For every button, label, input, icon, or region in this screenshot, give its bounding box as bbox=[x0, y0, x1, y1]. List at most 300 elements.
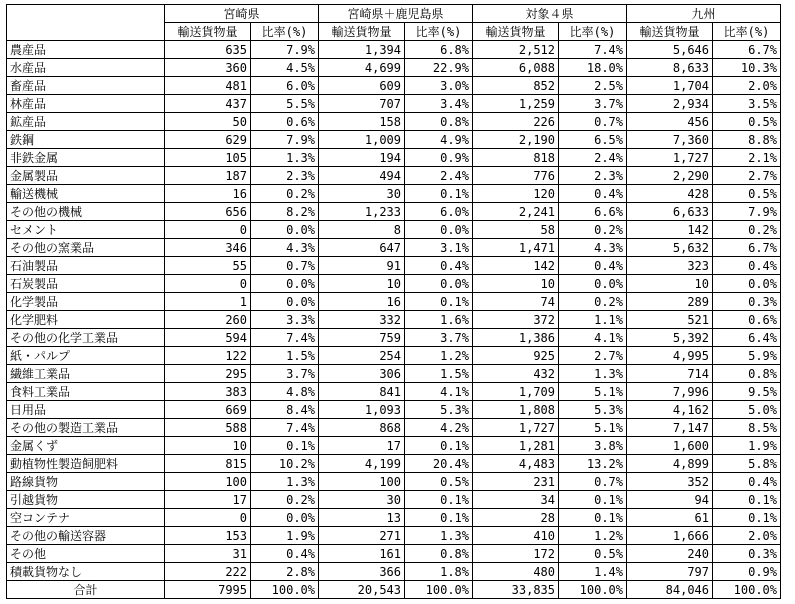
row-label: 繊維工業品 bbox=[7, 365, 165, 383]
table-row bbox=[7, 203, 781, 221]
ratio-cell: 10.3% bbox=[713, 59, 781, 77]
ratio-cell: 0.7% bbox=[559, 473, 627, 491]
volume-cell: 776 bbox=[473, 167, 559, 185]
ratio-header: 比率(%) bbox=[559, 23, 627, 41]
ratio-cell: 3.7% bbox=[405, 329, 473, 347]
volume-cell: 815 bbox=[165, 455, 251, 473]
volume-cell: 172 bbox=[473, 545, 559, 563]
ratio-cell: 0.5% bbox=[559, 545, 627, 563]
volume-cell: 16 bbox=[165, 185, 251, 203]
ratio-cell: 0.5% bbox=[713, 113, 781, 131]
group-header-row bbox=[7, 5, 781, 23]
ratio-cell: 3.5% bbox=[713, 95, 781, 113]
volume-cell: 383 bbox=[165, 383, 251, 401]
row-label: 鉄鋼 bbox=[7, 131, 165, 149]
volume-cell: 142 bbox=[627, 221, 713, 239]
ratio-cell: 0.0% bbox=[559, 275, 627, 293]
volume-cell: 456 bbox=[627, 113, 713, 131]
ratio-cell: 1.4% bbox=[559, 563, 627, 581]
volume-cell: 153 bbox=[165, 527, 251, 545]
volume-cell: 352 bbox=[627, 473, 713, 491]
ratio-cell: 0.7% bbox=[559, 113, 627, 131]
volume-cell: 1,281 bbox=[473, 437, 559, 455]
ratio-cell: 7.9% bbox=[251, 131, 319, 149]
ratio-cell: 13.2% bbox=[559, 455, 627, 473]
ratio-cell: 0.1% bbox=[405, 293, 473, 311]
volume-cell: 142 bbox=[473, 257, 559, 275]
ratio-cell: 6.5% bbox=[559, 131, 627, 149]
table-row bbox=[7, 113, 781, 131]
ratio-cell: 0.1% bbox=[405, 437, 473, 455]
ratio-header: 比率(%) bbox=[405, 23, 473, 41]
total-label: 合計 bbox=[7, 581, 165, 599]
ratio-cell: 0.0% bbox=[251, 293, 319, 311]
ratio-cell: 0.9% bbox=[405, 149, 473, 167]
row-label: 積載貨物なし bbox=[7, 563, 165, 581]
ratio-cell: 0.2% bbox=[713, 221, 781, 239]
table-row bbox=[7, 383, 781, 401]
ratio-cell: 20.4% bbox=[405, 455, 473, 473]
ratio-cell: 6.0% bbox=[405, 203, 473, 221]
volume-cell: 10 bbox=[165, 437, 251, 455]
group-header-four-prefectures: 対象４県 bbox=[473, 5, 627, 23]
ratio-cell: 6.4% bbox=[713, 329, 781, 347]
volume-cell: 2,241 bbox=[473, 203, 559, 221]
volume-cell: 16 bbox=[319, 293, 405, 311]
volume-cell: 94 bbox=[627, 491, 713, 509]
ratio-cell: 0.6% bbox=[713, 311, 781, 329]
ratio-cell: 5.3% bbox=[405, 401, 473, 419]
ratio-cell: 0.2% bbox=[559, 293, 627, 311]
ratio-cell: 0.0% bbox=[405, 275, 473, 293]
ratio-cell: 0.0% bbox=[251, 509, 319, 527]
ratio-cell: 2.7% bbox=[713, 167, 781, 185]
ratio-cell: 0.3% bbox=[713, 293, 781, 311]
volume-cell: 61 bbox=[627, 509, 713, 527]
ratio-cell: 7.9% bbox=[713, 203, 781, 221]
volume-cell: 818 bbox=[473, 149, 559, 167]
volume-cell: 240 bbox=[627, 545, 713, 563]
volume-cell: 759 bbox=[319, 329, 405, 347]
row-label-header bbox=[7, 5, 165, 41]
table-row bbox=[7, 545, 781, 563]
ratio-cell: 4.9% bbox=[405, 131, 473, 149]
table-row bbox=[7, 365, 781, 383]
table-row bbox=[7, 455, 781, 473]
table-row bbox=[7, 437, 781, 455]
ratio-cell: 10.2% bbox=[251, 455, 319, 473]
table-row bbox=[7, 491, 781, 509]
volume-cell: 74 bbox=[473, 293, 559, 311]
ratio-cell: 7.4% bbox=[251, 419, 319, 437]
volume-cell: 1,233 bbox=[319, 203, 405, 221]
volume-cell: 28 bbox=[473, 509, 559, 527]
ratio-cell: 0.4% bbox=[713, 257, 781, 275]
volume-cell: 1 bbox=[165, 293, 251, 311]
ratio-cell: 1.3% bbox=[251, 149, 319, 167]
ratio-cell: 8.2% bbox=[251, 203, 319, 221]
row-label: その他の機械 bbox=[7, 203, 165, 221]
table-row bbox=[7, 167, 781, 185]
table-row bbox=[7, 41, 781, 59]
volume-cell: 635 bbox=[165, 41, 251, 59]
volume-cell: 841 bbox=[319, 383, 405, 401]
volume-cell: 332 bbox=[319, 311, 405, 329]
ratio-cell: 0.2% bbox=[251, 185, 319, 203]
volume-cell: 852 bbox=[473, 77, 559, 95]
ratio-cell: 0.0% bbox=[405, 221, 473, 239]
ratio-cell: 0.8% bbox=[405, 545, 473, 563]
volume-cell: 260 bbox=[165, 311, 251, 329]
volume-cell: 372 bbox=[473, 311, 559, 329]
table-body bbox=[7, 41, 781, 599]
ratio-cell: 1.5% bbox=[251, 347, 319, 365]
table-row bbox=[7, 293, 781, 311]
group-header-miyazaki: 宮崎県 bbox=[165, 5, 319, 23]
volume-cell: 1,386 bbox=[473, 329, 559, 347]
ratio-cell: 6.0% bbox=[251, 77, 319, 95]
ratio-cell: 4.5% bbox=[251, 59, 319, 77]
volume-cell: 231 bbox=[473, 473, 559, 491]
ratio-cell: 5.9% bbox=[713, 347, 781, 365]
volume-cell: 187 bbox=[165, 167, 251, 185]
row-label: 引越貨物 bbox=[7, 491, 165, 509]
ratio-cell: 2.4% bbox=[559, 149, 627, 167]
row-label: 水産品 bbox=[7, 59, 165, 77]
volume-cell: 100 bbox=[165, 473, 251, 491]
volume-cell: 1,600 bbox=[627, 437, 713, 455]
volume-cell: 1,727 bbox=[627, 149, 713, 167]
volume-cell: 5,392 bbox=[627, 329, 713, 347]
volume-cell: 4,699 bbox=[319, 59, 405, 77]
volume-cell: 8,633 bbox=[627, 59, 713, 77]
ratio-cell: 1.9% bbox=[251, 527, 319, 545]
volume-cell: 1,704 bbox=[627, 77, 713, 95]
volume-cell: 346 bbox=[165, 239, 251, 257]
volume-cell: 480 bbox=[473, 563, 559, 581]
ratio-cell: 5.1% bbox=[559, 419, 627, 437]
volume-cell: 4,162 bbox=[627, 401, 713, 419]
ratio-cell: 0.5% bbox=[405, 473, 473, 491]
ratio-cell: 6.6% bbox=[559, 203, 627, 221]
row-label: 空コンテナ bbox=[7, 509, 165, 527]
ratio-cell: 0.2% bbox=[559, 221, 627, 239]
ratio-cell: 2.5% bbox=[559, 77, 627, 95]
volume-cell: 594 bbox=[165, 329, 251, 347]
ratio-cell: 0.1% bbox=[405, 491, 473, 509]
table-row bbox=[7, 221, 781, 239]
ratio-cell: 1.9% bbox=[713, 437, 781, 455]
volume-cell: 428 bbox=[627, 185, 713, 203]
volume-cell: 4,483 bbox=[473, 455, 559, 473]
volume-cell: 31 bbox=[165, 545, 251, 563]
ratio-cell: 5.1% bbox=[559, 383, 627, 401]
table-row bbox=[7, 275, 781, 293]
ratio-cell: 1.3% bbox=[405, 527, 473, 545]
table-row bbox=[7, 131, 781, 149]
volume-cell: 366 bbox=[319, 563, 405, 581]
ratio-cell: 5.3% bbox=[559, 401, 627, 419]
group-header-miyazaki-kagoshima: 宮崎県＋鹿児島県 bbox=[319, 5, 473, 23]
ratio-cell: 1.3% bbox=[559, 365, 627, 383]
ratio-cell: 0.4% bbox=[405, 257, 473, 275]
ratio-cell: 8.5% bbox=[713, 419, 781, 437]
freight-table bbox=[6, 4, 781, 599]
table-row bbox=[7, 59, 781, 77]
table-row bbox=[7, 95, 781, 113]
volume-cell: 797 bbox=[627, 563, 713, 581]
row-label: 農産品 bbox=[7, 41, 165, 59]
ratio-cell: 5.5% bbox=[251, 95, 319, 113]
volume-cell: 1,009 bbox=[319, 131, 405, 149]
volume-cell: 8 bbox=[319, 221, 405, 239]
volume-cell: 0 bbox=[165, 509, 251, 527]
row-label: 石油製品 bbox=[7, 257, 165, 275]
ratio-cell: 6.7% bbox=[713, 239, 781, 257]
row-label: 非鉄金属 bbox=[7, 149, 165, 167]
ratio-cell: 0.8% bbox=[405, 113, 473, 131]
volume-cell: 2,190 bbox=[473, 131, 559, 149]
ratio-cell: 4.3% bbox=[251, 239, 319, 257]
ratio-cell: 0.1% bbox=[713, 509, 781, 527]
ratio-cell: 0.8% bbox=[713, 365, 781, 383]
ratio-cell: 1.2% bbox=[559, 527, 627, 545]
ratio-cell: 100.0% bbox=[559, 581, 627, 599]
row-label: 金属くず bbox=[7, 437, 165, 455]
volume-cell: 1,709 bbox=[473, 383, 559, 401]
table-row bbox=[7, 347, 781, 365]
volume-cell: 6,633 bbox=[627, 203, 713, 221]
ratio-cell: 0.9% bbox=[713, 563, 781, 581]
volume-cell: 4,995 bbox=[627, 347, 713, 365]
ratio-cell: 0.1% bbox=[251, 437, 319, 455]
ratio-header: 比率(%) bbox=[251, 23, 319, 41]
table-row bbox=[7, 311, 781, 329]
ratio-cell: 1.1% bbox=[559, 311, 627, 329]
volume-cell: 1,727 bbox=[473, 419, 559, 437]
ratio-cell: 3.3% bbox=[251, 311, 319, 329]
volume-cell: 306 bbox=[319, 365, 405, 383]
ratio-cell: 2.0% bbox=[713, 527, 781, 545]
ratio-cell: 6.7% bbox=[713, 41, 781, 59]
volume-cell: 158 bbox=[319, 113, 405, 131]
volume-cell: 30 bbox=[319, 491, 405, 509]
ratio-cell: 3.4% bbox=[405, 95, 473, 113]
ratio-cell: 2.0% bbox=[713, 77, 781, 95]
table-row bbox=[7, 185, 781, 203]
volume-cell: 6,088 bbox=[473, 59, 559, 77]
volume-cell: 58 bbox=[473, 221, 559, 239]
table-row bbox=[7, 329, 781, 347]
volume-cell: 1,808 bbox=[473, 401, 559, 419]
volume-cell: 868 bbox=[319, 419, 405, 437]
volume-cell: 295 bbox=[165, 365, 251, 383]
volume-cell: 254 bbox=[319, 347, 405, 365]
ratio-cell: 4.3% bbox=[559, 239, 627, 257]
ratio-cell: 1.8% bbox=[405, 563, 473, 581]
volume-cell: 0 bbox=[165, 275, 251, 293]
row-label: 林産品 bbox=[7, 95, 165, 113]
volume-cell: 1,259 bbox=[473, 95, 559, 113]
ratio-cell: 0.4% bbox=[251, 545, 319, 563]
ratio-cell: 1.6% bbox=[405, 311, 473, 329]
volume-cell: 669 bbox=[165, 401, 251, 419]
ratio-cell: 0.4% bbox=[559, 185, 627, 203]
ratio-cell: 2.3% bbox=[251, 167, 319, 185]
volume-cell: 20,543 bbox=[319, 581, 405, 599]
volume-cell: 481 bbox=[165, 77, 251, 95]
ratio-cell: 8.8% bbox=[713, 131, 781, 149]
ratio-header: 比率(%) bbox=[713, 23, 781, 41]
row-label: 食料工業品 bbox=[7, 383, 165, 401]
volume-cell: 7,360 bbox=[627, 131, 713, 149]
table-row bbox=[7, 527, 781, 545]
row-label: その他の化学工業品 bbox=[7, 329, 165, 347]
ratio-cell: 0.7% bbox=[251, 257, 319, 275]
ratio-cell: 7.4% bbox=[251, 329, 319, 347]
ratio-cell: 2.4% bbox=[405, 167, 473, 185]
ratio-cell: 2.3% bbox=[559, 167, 627, 185]
row-label: 鉱産品 bbox=[7, 113, 165, 131]
volume-cell: 122 bbox=[165, 347, 251, 365]
volume-cell: 360 bbox=[165, 59, 251, 77]
row-label: 紙・パルプ bbox=[7, 347, 165, 365]
volume-cell: 437 bbox=[165, 95, 251, 113]
volume-cell: 84,046 bbox=[627, 581, 713, 599]
volume-cell: 91 bbox=[319, 257, 405, 275]
ratio-cell: 5.0% bbox=[713, 401, 781, 419]
volume-cell: 222 bbox=[165, 563, 251, 581]
volume-cell: 30 bbox=[319, 185, 405, 203]
ratio-cell: 3.8% bbox=[559, 437, 627, 455]
table-row bbox=[7, 401, 781, 419]
ratio-cell: 3.7% bbox=[251, 365, 319, 383]
volume-cell: 50 bbox=[165, 113, 251, 131]
ratio-cell: 0.1% bbox=[559, 491, 627, 509]
table-row bbox=[7, 563, 781, 581]
volume-cell: 925 bbox=[473, 347, 559, 365]
volume-cell: 10 bbox=[627, 275, 713, 293]
ratio-cell: 0.2% bbox=[251, 491, 319, 509]
ratio-cell: 100.0% bbox=[405, 581, 473, 599]
volume-cell: 7,996 bbox=[627, 383, 713, 401]
volume-cell: 609 bbox=[319, 77, 405, 95]
ratio-cell: 2.1% bbox=[713, 149, 781, 167]
row-label: 金属製品 bbox=[7, 167, 165, 185]
ratio-cell: 2.7% bbox=[559, 347, 627, 365]
volume-cell: 271 bbox=[319, 527, 405, 545]
row-label: 日用品 bbox=[7, 401, 165, 419]
row-label: 化学肥料 bbox=[7, 311, 165, 329]
row-label: 路線貨物 bbox=[7, 473, 165, 491]
ratio-cell: 0.1% bbox=[405, 185, 473, 203]
volume-cell: 714 bbox=[627, 365, 713, 383]
group-header-kyushu: 九州 bbox=[627, 5, 781, 23]
ratio-cell: 0.1% bbox=[559, 509, 627, 527]
volume-cell: 226 bbox=[473, 113, 559, 131]
ratio-cell: 1.2% bbox=[405, 347, 473, 365]
volume-cell: 1,394 bbox=[319, 41, 405, 59]
ratio-cell: 0.0% bbox=[713, 275, 781, 293]
ratio-cell: 3.7% bbox=[559, 95, 627, 113]
row-label: 石炭製品 bbox=[7, 275, 165, 293]
ratio-cell: 0.1% bbox=[713, 491, 781, 509]
volume-cell: 1,093 bbox=[319, 401, 405, 419]
total-row bbox=[7, 581, 781, 599]
volume-cell: 5,632 bbox=[627, 239, 713, 257]
volume-cell: 1,666 bbox=[627, 527, 713, 545]
volume-cell: 120 bbox=[473, 185, 559, 203]
ratio-cell: 3.0% bbox=[405, 77, 473, 95]
ratio-cell: 22.9% bbox=[405, 59, 473, 77]
volume-cell: 17 bbox=[319, 437, 405, 455]
ratio-cell: 2.8% bbox=[251, 563, 319, 581]
ratio-cell: 4.1% bbox=[559, 329, 627, 347]
table-row bbox=[7, 77, 781, 95]
ratio-cell: 0.1% bbox=[405, 509, 473, 527]
volume-cell: 105 bbox=[165, 149, 251, 167]
volume-header: 輸送貨物量 bbox=[165, 23, 251, 41]
volume-cell: 2,934 bbox=[627, 95, 713, 113]
ratio-cell: 9.5% bbox=[713, 383, 781, 401]
ratio-cell: 3.1% bbox=[405, 239, 473, 257]
row-label: その他 bbox=[7, 545, 165, 563]
volume-cell: 588 bbox=[165, 419, 251, 437]
row-label: 動植物性製造飼肥料 bbox=[7, 455, 165, 473]
volume-header: 輸送貨物量 bbox=[319, 23, 405, 41]
table-row bbox=[7, 419, 781, 437]
volume-cell: 656 bbox=[165, 203, 251, 221]
volume-cell: 161 bbox=[319, 545, 405, 563]
volume-cell: 100 bbox=[319, 473, 405, 491]
row-label: 畜産品 bbox=[7, 77, 165, 95]
ratio-cell: 6.8% bbox=[405, 41, 473, 59]
volume-cell: 323 bbox=[627, 257, 713, 275]
ratio-cell: 18.0% bbox=[559, 59, 627, 77]
volume-cell: 4,199 bbox=[319, 455, 405, 473]
volume-cell: 289 bbox=[627, 293, 713, 311]
volume-cell: 10 bbox=[473, 275, 559, 293]
volume-cell: 432 bbox=[473, 365, 559, 383]
volume-cell: 7,147 bbox=[627, 419, 713, 437]
row-label: 化学製品 bbox=[7, 293, 165, 311]
table-row bbox=[7, 239, 781, 257]
row-label: その他の製造工業品 bbox=[7, 419, 165, 437]
ratio-cell: 0.3% bbox=[713, 545, 781, 563]
volume-cell: 410 bbox=[473, 527, 559, 545]
volume-cell: 33,835 bbox=[473, 581, 559, 599]
ratio-cell: 1.3% bbox=[251, 473, 319, 491]
ratio-cell: 0.0% bbox=[251, 221, 319, 239]
ratio-cell: 4.8% bbox=[251, 383, 319, 401]
volume-cell: 629 bbox=[165, 131, 251, 149]
ratio-cell: 0.0% bbox=[251, 275, 319, 293]
volume-cell: 17 bbox=[165, 491, 251, 509]
volume-cell: 494 bbox=[319, 167, 405, 185]
ratio-cell: 0.4% bbox=[713, 473, 781, 491]
volume-cell: 707 bbox=[319, 95, 405, 113]
ratio-cell: 100.0% bbox=[713, 581, 781, 599]
row-label: その他の輸送容器 bbox=[7, 527, 165, 545]
ratio-cell: 0.5% bbox=[713, 185, 781, 203]
ratio-cell: 100.0% bbox=[251, 581, 319, 599]
volume-cell: 55 bbox=[165, 257, 251, 275]
table-header bbox=[7, 5, 781, 41]
ratio-cell: 7.9% bbox=[251, 41, 319, 59]
ratio-cell: 8.4% bbox=[251, 401, 319, 419]
ratio-cell: 0.6% bbox=[251, 113, 319, 131]
row-label: その他の窯業品 bbox=[7, 239, 165, 257]
